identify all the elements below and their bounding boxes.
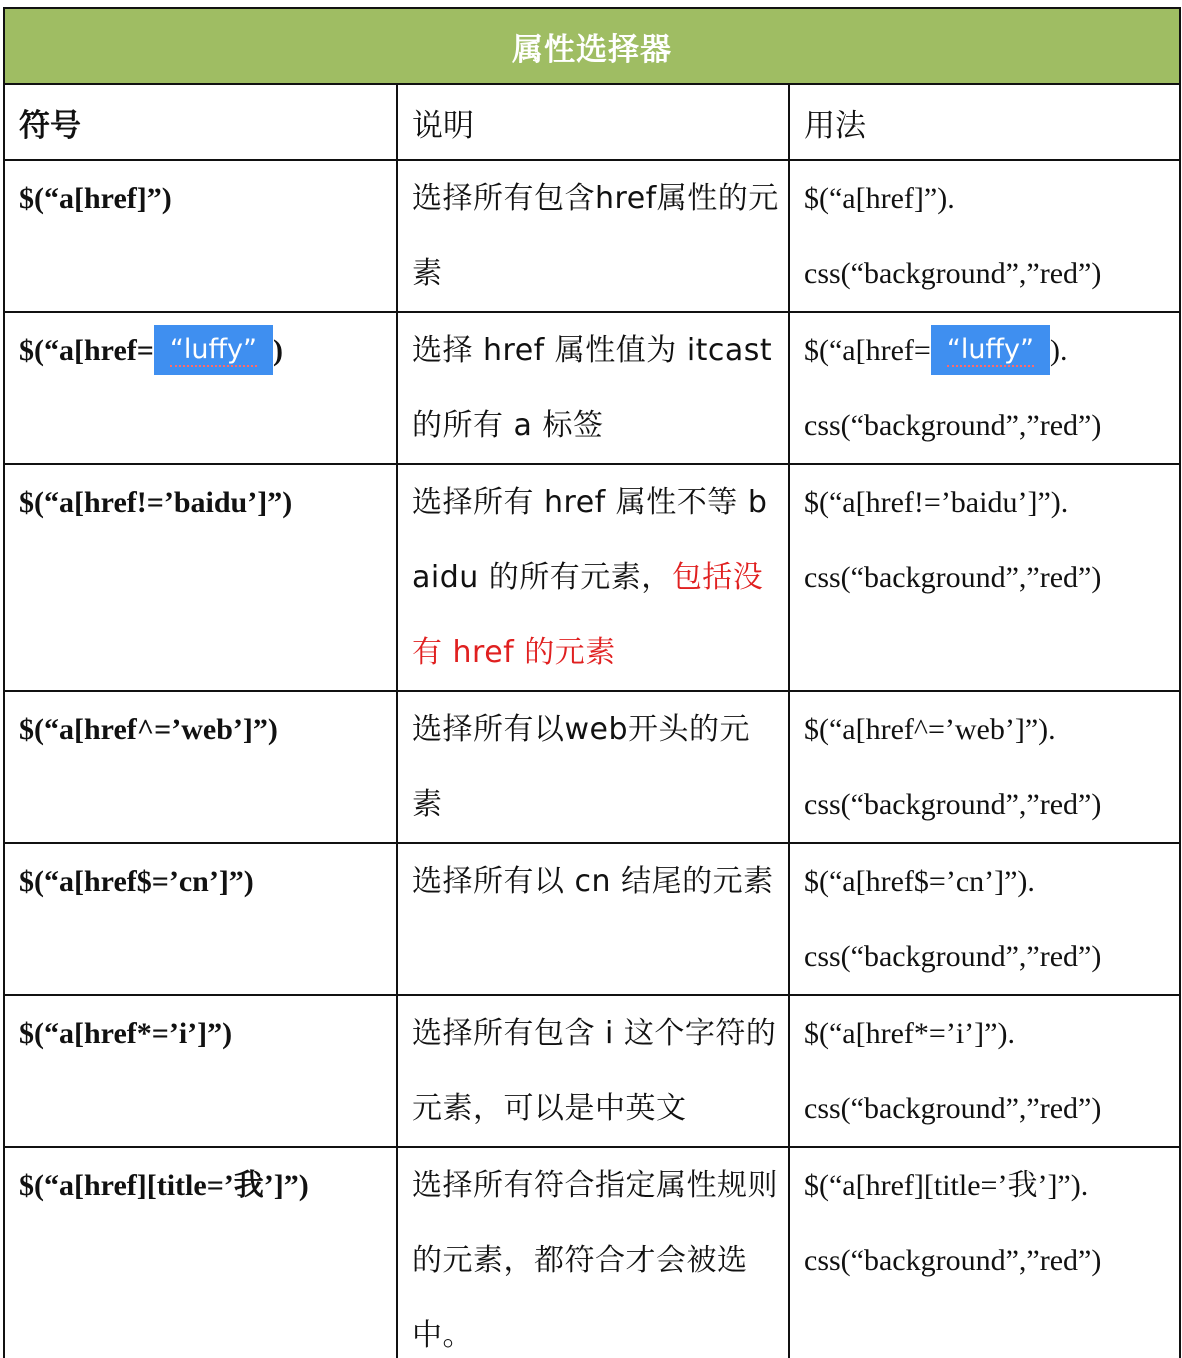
symbol-cell	[4, 160, 397, 312]
table-row	[4, 464, 1180, 691]
description-text: 选择所有包含 i 这个字符的元素，可以是中英文	[412, 1016, 777, 1126]
usage-cell	[789, 691, 1180, 843]
usage-line-2: css(“background”,”red”)	[804, 788, 1102, 821]
table-row	[4, 160, 1180, 312]
description-text: 选择所有包含href属性的元素	[412, 181, 779, 291]
symbol-text: $(“a[href^=’web’]”)	[19, 713, 278, 746]
table-header-row	[4, 84, 1180, 160]
selected-text-highlight[interactable]	[154, 325, 273, 375]
symbol-text: $(“a[href][title=’我’]”)	[19, 1169, 309, 1202]
description-cell	[397, 312, 789, 464]
usage-cell	[789, 843, 1180, 995]
description-text: 选择所有以web开头的元素	[412, 712, 751, 822]
header-usage: 用法	[789, 84, 1180, 160]
symbol-cell	[4, 464, 397, 691]
table-row	[4, 995, 1180, 1147]
usage-line-2: css(“background”,”red”)	[804, 409, 1102, 442]
header-description: 说明	[397, 84, 789, 160]
usage-cell	[789, 464, 1180, 691]
description-cell	[397, 464, 789, 691]
description-cell	[397, 160, 789, 312]
attribute-selector-table	[3, 7, 1181, 1358]
usage-prefix: $(“a[href=	[804, 334, 931, 367]
symbol-text: $(“a[href]”)	[19, 182, 172, 215]
description-cell	[397, 843, 789, 995]
usage-line-2: css(“background”,”red”)	[804, 561, 1102, 594]
symbol-suffix: )	[273, 334, 284, 367]
description-text: 选择所有符合指定属性规则的元素，都符合才会被选中。	[412, 1168, 778, 1353]
usage-line-2: css(“background”,”red”)	[804, 940, 1102, 973]
symbol-text: $(“a[href*=’i’]”)	[19, 1017, 233, 1050]
usage-line-2: css(“background”,”red”)	[804, 257, 1102, 290]
symbol-text: $(“a[href!=’baidu’]”)	[19, 486, 293, 519]
symbol-cell	[4, 312, 397, 464]
description-text: 选择 href 属性值为 itcast 的所有 a 标签	[412, 333, 773, 443]
usage-cell	[789, 312, 1180, 464]
usage-cell	[789, 1147, 1180, 1358]
usage-suffix: ).	[1050, 334, 1068, 367]
highlighted-text: “luffy”	[946, 334, 1034, 366]
description-text: 选择所有 href 属性不等 baidu 的所有元素，	[412, 485, 768, 595]
description-emphasis: 包括没有 href 的元素	[412, 560, 764, 670]
symbol-cell	[4, 995, 397, 1147]
table-row	[4, 691, 1180, 843]
usage-cell	[789, 160, 1180, 312]
header-symbol: 符号	[4, 84, 397, 160]
table-title-row	[4, 8, 1180, 84]
symbol-cell	[4, 1147, 397, 1358]
usage-line-1: $(“a[href*=’i’]”).	[804, 1017, 1015, 1050]
table-row	[4, 843, 1180, 995]
table-row	[4, 1147, 1180, 1358]
usage-line-1	[804, 313, 1171, 388]
usage-line-1: $(“a[href^=’web’]”).	[804, 713, 1056, 746]
symbol-text: $(“a[href$=’cn’]”)	[19, 865, 254, 898]
selected-text-highlight[interactable]	[931, 325, 1050, 375]
table-row	[4, 312, 1180, 464]
usage-line-1: $(“a[href!=’baidu’]”).	[804, 486, 1069, 519]
highlighted-text: “luffy”	[169, 334, 258, 366]
usage-line-1: $(“a[href$=’cn’]”).	[804, 865, 1035, 898]
symbol-cell	[4, 691, 397, 843]
symbol-prefix: $(“a[href=	[19, 334, 154, 367]
usage-line-2: css(“background”,”red”)	[804, 1092, 1102, 1125]
description-cell	[397, 995, 789, 1147]
usage-line-1: $(“a[href][title=’我’]”).	[804, 1169, 1089, 1202]
description-cell	[397, 691, 789, 843]
usage-line-2: css(“background”,”red”)	[804, 1244, 1102, 1277]
usage-cell	[789, 995, 1180, 1147]
usage-line-1: $(“a[href]”).	[804, 182, 955, 215]
symbol-cell	[4, 843, 397, 995]
table-title: 属性选择器	[4, 8, 1180, 84]
description-cell	[397, 1147, 789, 1358]
description-text: 选择所有以 cn 结尾的元素	[412, 864, 774, 899]
